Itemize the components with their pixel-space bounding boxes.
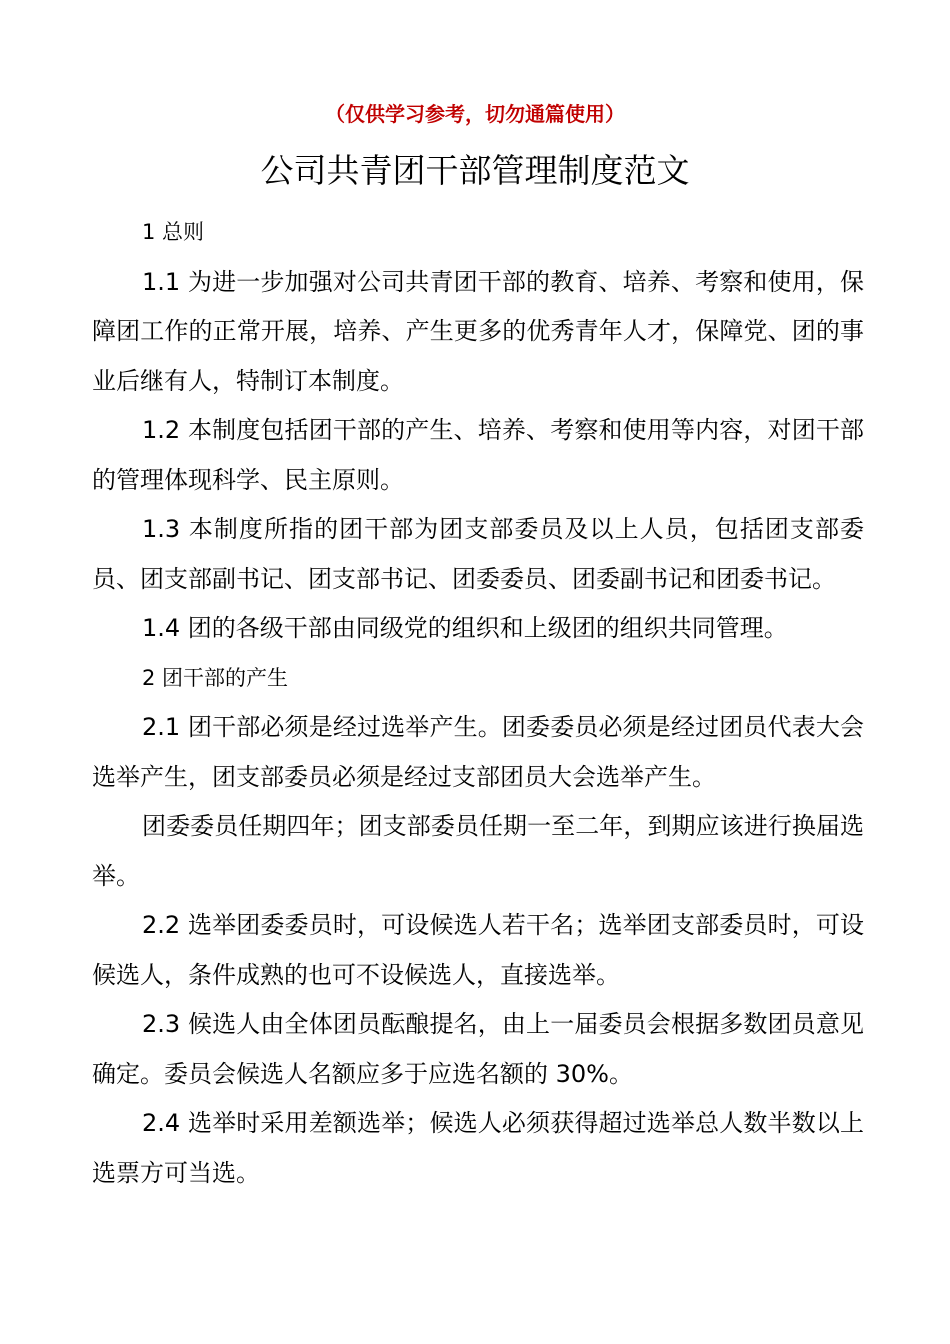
paragraph-1-4: 1.4 团的各级干部由同级党的组织和上级团的组织共同管理。	[142, 614, 788, 642]
paragraph-2-4: 2.4 选举时采用差额选举；候选人必须获得超过选举总人数半数以上选票方可当选。	[92, 1109, 864, 1187]
document-title: 公司共青团干部管理制度范文	[260, 151, 690, 190]
paragraph-2-1: 2.1 团干部必须是经过选举产生。团委委员必须是经过团员代表大会选举产生，团支部委员必须是经过支部团员大会选举产生。	[92, 713, 864, 791]
paragraph-2-3: 2.3 候选人由全体团员酝酿提名，由上一届委员会根据多数团员意见确定。委员会候选人名额应多于应选名额的 30%。	[92, 1010, 864, 1088]
section-heading-1: 1 总则	[142, 220, 205, 244]
usage-notice: （仅供学习参考，切勿通篇使用）	[325, 102, 625, 126]
paragraph-2-1-term: 团委委员任期四年；团支部委员任期一至二年，到期应该进行换届选举。	[92, 812, 864, 890]
paragraph-2-2: 2.2 选举团委委员时，可设候选人若干名；选举团支部委员时，可设候选人，条件成熟的也可不设候选人，直接选举。	[92, 911, 864, 989]
section-heading-2: 2 团干部的产生	[142, 665, 289, 690]
paragraph-1-1: 1.1 为进一步加强对公司共青团干部的教育、培养、考察和使用，保障团工作的正常开展，培养、产生更多的优秀青年人才，保障党、团的事业后继有人，特制订本制度。	[92, 267, 864, 395]
paragraph-1-2: 1.2 本制度包括团干部的产生、培养、考察和使用等内容，对团干部的管理体现科学、民主原则。	[92, 416, 864, 494]
document-body	[92, 208, 864, 1198]
paragraph-1-3: 1.3 本制度所指的团干部为团支部委员及以上人员，包括团支部委员、团支部副书记、团支部书记、团委委员、团委副书记和团委书记。	[92, 515, 864, 593]
